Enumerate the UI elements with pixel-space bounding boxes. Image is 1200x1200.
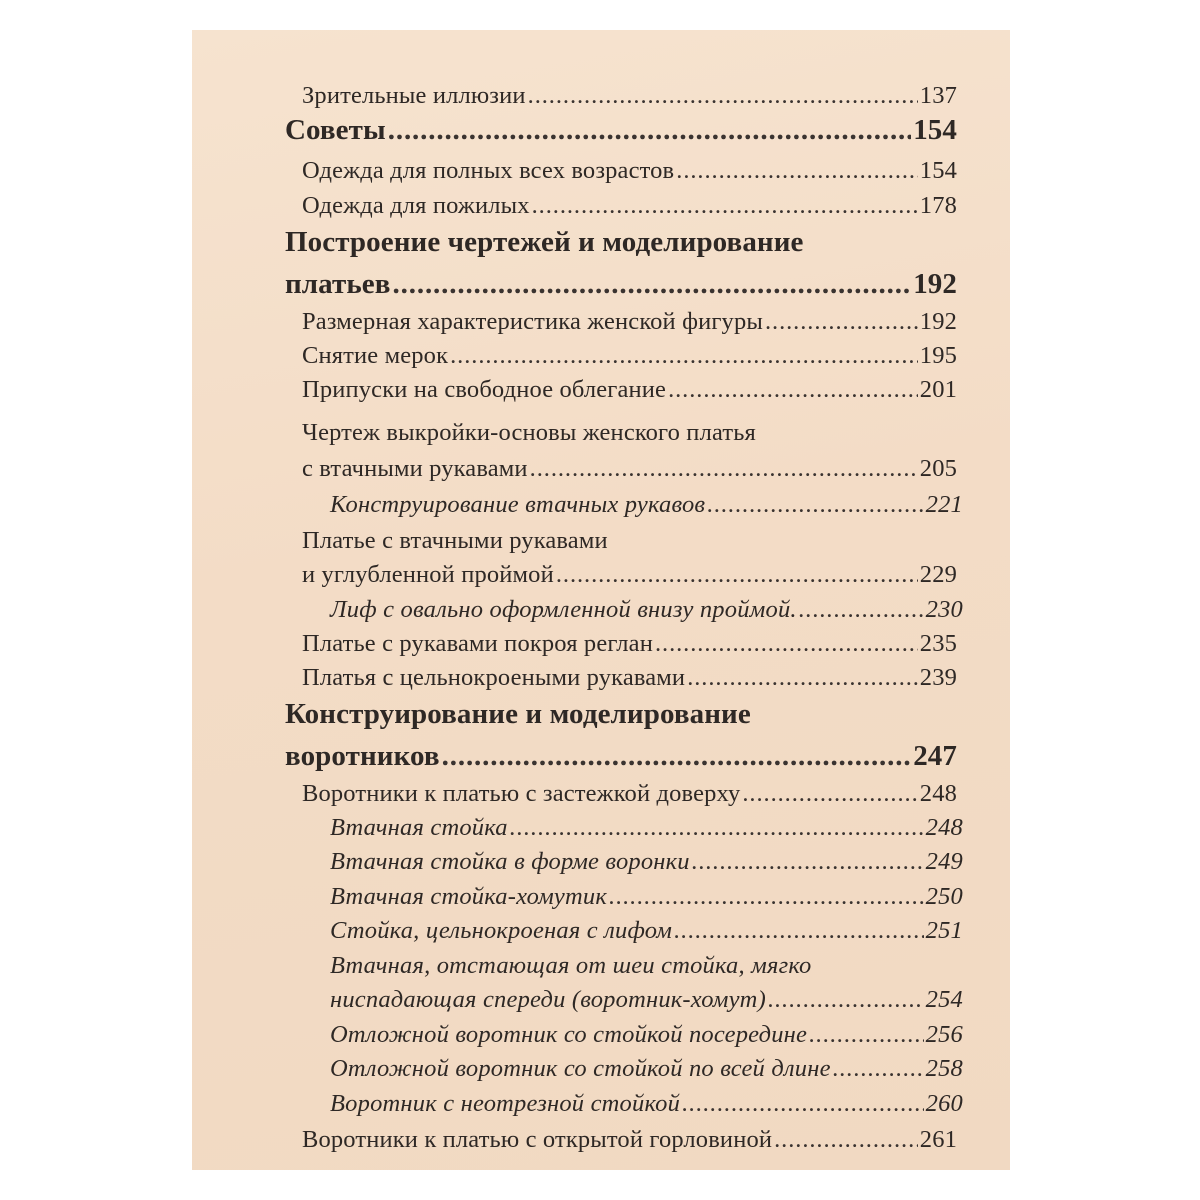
dot-leader [393,268,912,301]
toc-subentry-title: Втачная, отстающая от шеи стойка, мягко [330,952,812,979]
toc-subentry-page: 249 [925,848,963,875]
toc-section-heading [285,698,957,731]
dot-leader [530,455,918,483]
toc-section-heading [285,268,957,301]
dot-leader [532,192,918,220]
toc-subentry-title: Лиф с овально оформленной внизу проймой. [330,596,797,623]
toc-entry [302,527,957,555]
toc-subentry-page: 230 [925,596,963,623]
toc-subentry [330,952,963,980]
toc-entry-title: Снятие мерок [302,342,449,369]
toc-subentry-page: 221 [925,491,963,518]
toc-entry [302,419,957,447]
toc-section-heading [285,114,957,147]
toc-entry-title: Размерная характеристика женской фигуры [302,308,763,335]
toc-entry-page: 235 [919,630,957,657]
dot-leader [655,630,918,658]
toc-subentry [330,596,963,624]
toc-subentry-page: 256 [925,1021,963,1048]
toc-entry-title: Припуски на свободное облегание [302,376,667,403]
toc-entry-title: и углубленной проймой [302,561,554,588]
toc-entry-page: 261 [919,1126,957,1153]
toc-entry-title: Платье с втачными рукавами [302,527,608,554]
toc-subentry-page: 251 [925,917,963,944]
toc-subentry-page: 250 [925,883,963,910]
toc-entry-page: 154 [919,157,957,184]
toc-entry-title: Одежда для пожилых [302,192,530,219]
toc-subentry [330,848,963,876]
dot-leader [556,561,918,589]
toc-entry-page: 178 [919,192,957,219]
toc-section-heading [285,740,957,773]
toc-entry [302,308,957,336]
dot-leader [450,342,918,370]
dot-leader [668,376,918,404]
toc-entry [302,376,957,404]
toc-entry-page: 239 [919,664,957,691]
toc-entry-page: 205 [919,455,957,482]
toc-subentry-title: Воротник с неотрезной стойкой [330,1090,681,1117]
toc-entry [302,664,957,692]
toc-section-page: 247 [913,740,957,772]
toc-section-heading [285,226,957,259]
toc-entry-page: 192 [919,308,957,335]
dot-leader [768,986,924,1014]
dot-leader [692,848,924,876]
toc-subentry-page: 254 [925,986,963,1013]
toc-entry [302,455,957,483]
dot-leader [674,917,924,945]
toc-subentry [330,814,963,842]
dot-leader [388,114,911,147]
toc-entry-page: 195 [919,342,957,369]
toc-entry-title: Воротники к платью с застежкой доверху [302,780,741,807]
toc-entry [302,192,957,220]
toc-entry-title: Одежда для полных всех возрастов [302,157,675,184]
toc-section-title: платьев [285,268,391,300]
dot-leader [676,157,918,185]
dot-leader [442,740,912,773]
toc-entry [302,157,957,185]
toc-entry [302,561,957,589]
toc-subentry [330,986,963,1014]
dot-leader [707,491,923,519]
toc-subentry-title: Втачная стойка в форме воронки [330,848,690,875]
toc-subentry [330,1090,963,1118]
table-of-contents [192,30,1010,1170]
dot-leader [682,1090,924,1118]
toc-subentry-title: Стойка, цельнокроеная с лифом [330,917,673,944]
toc-entry-title: с втачными рукавами [302,455,528,482]
toc-subentry [330,1055,963,1083]
toc-entry-title: Чертеж выкройки-основы женского платья [302,419,756,446]
toc-subentry-title: ниспадающая спереди (воротник-хомут) [330,986,766,1013]
toc-section-title: Построение чертежей и моделирование [285,226,804,258]
dot-leader [687,664,918,692]
toc-entry-title: Воротники к платью с открытой горловиной [302,1126,773,1153]
toc-entry [302,82,957,110]
toc-subentry-title: Втачная стойка-хомутик [330,883,608,910]
toc-subentry-title: Отложной воротник со стойкой посередине [330,1021,808,1048]
toc-entry-title: Платье с рукавами покроя реглан [302,630,653,657]
toc-subentry-page: 248 [925,814,963,841]
dot-leader [742,780,917,808]
toc-section-title: Советы [285,114,386,146]
toc-subentry [330,1021,963,1049]
toc-subentry [330,917,963,945]
toc-subentry [330,491,963,519]
toc-subentry [330,883,963,911]
dot-leader [833,1055,924,1083]
dot-leader [765,308,918,336]
toc-entry-page: 248 [919,780,957,807]
toc-entry [302,342,957,370]
toc-entry [302,630,957,658]
toc-entry-page: 137 [919,82,957,109]
toc-entry [302,780,957,808]
book-page [192,30,1010,1170]
toc-entry-title: Зрительные иллюзии [302,82,526,109]
toc-subentry-title: Отложной воротник со стойкой по всей длине [330,1055,831,1082]
dot-leader [609,883,924,911]
dot-leader [809,1021,924,1049]
toc-entry [302,1126,957,1154]
toc-section-title: Конструирование и моделирование [285,698,751,730]
toc-section-title: воротников [285,740,440,772]
dot-leader [799,596,924,624]
toc-subentry-page: 258 [925,1055,963,1082]
toc-section-page: 192 [913,268,957,300]
toc-subentry-title: Втачная стойка [330,814,508,841]
toc-entry-page: 229 [919,561,957,588]
toc-subentry-page: 260 [925,1090,963,1117]
dot-leader [528,82,918,110]
toc-section-page: 154 [913,114,957,146]
toc-entry-page: 201 [919,376,957,403]
dot-leader [510,814,924,842]
toc-entry-title: Платья с цельнокроеными рукавами [302,664,686,691]
dot-leader [774,1126,918,1154]
toc-subentry-title: Конструирование втачных рукавов [330,491,706,518]
